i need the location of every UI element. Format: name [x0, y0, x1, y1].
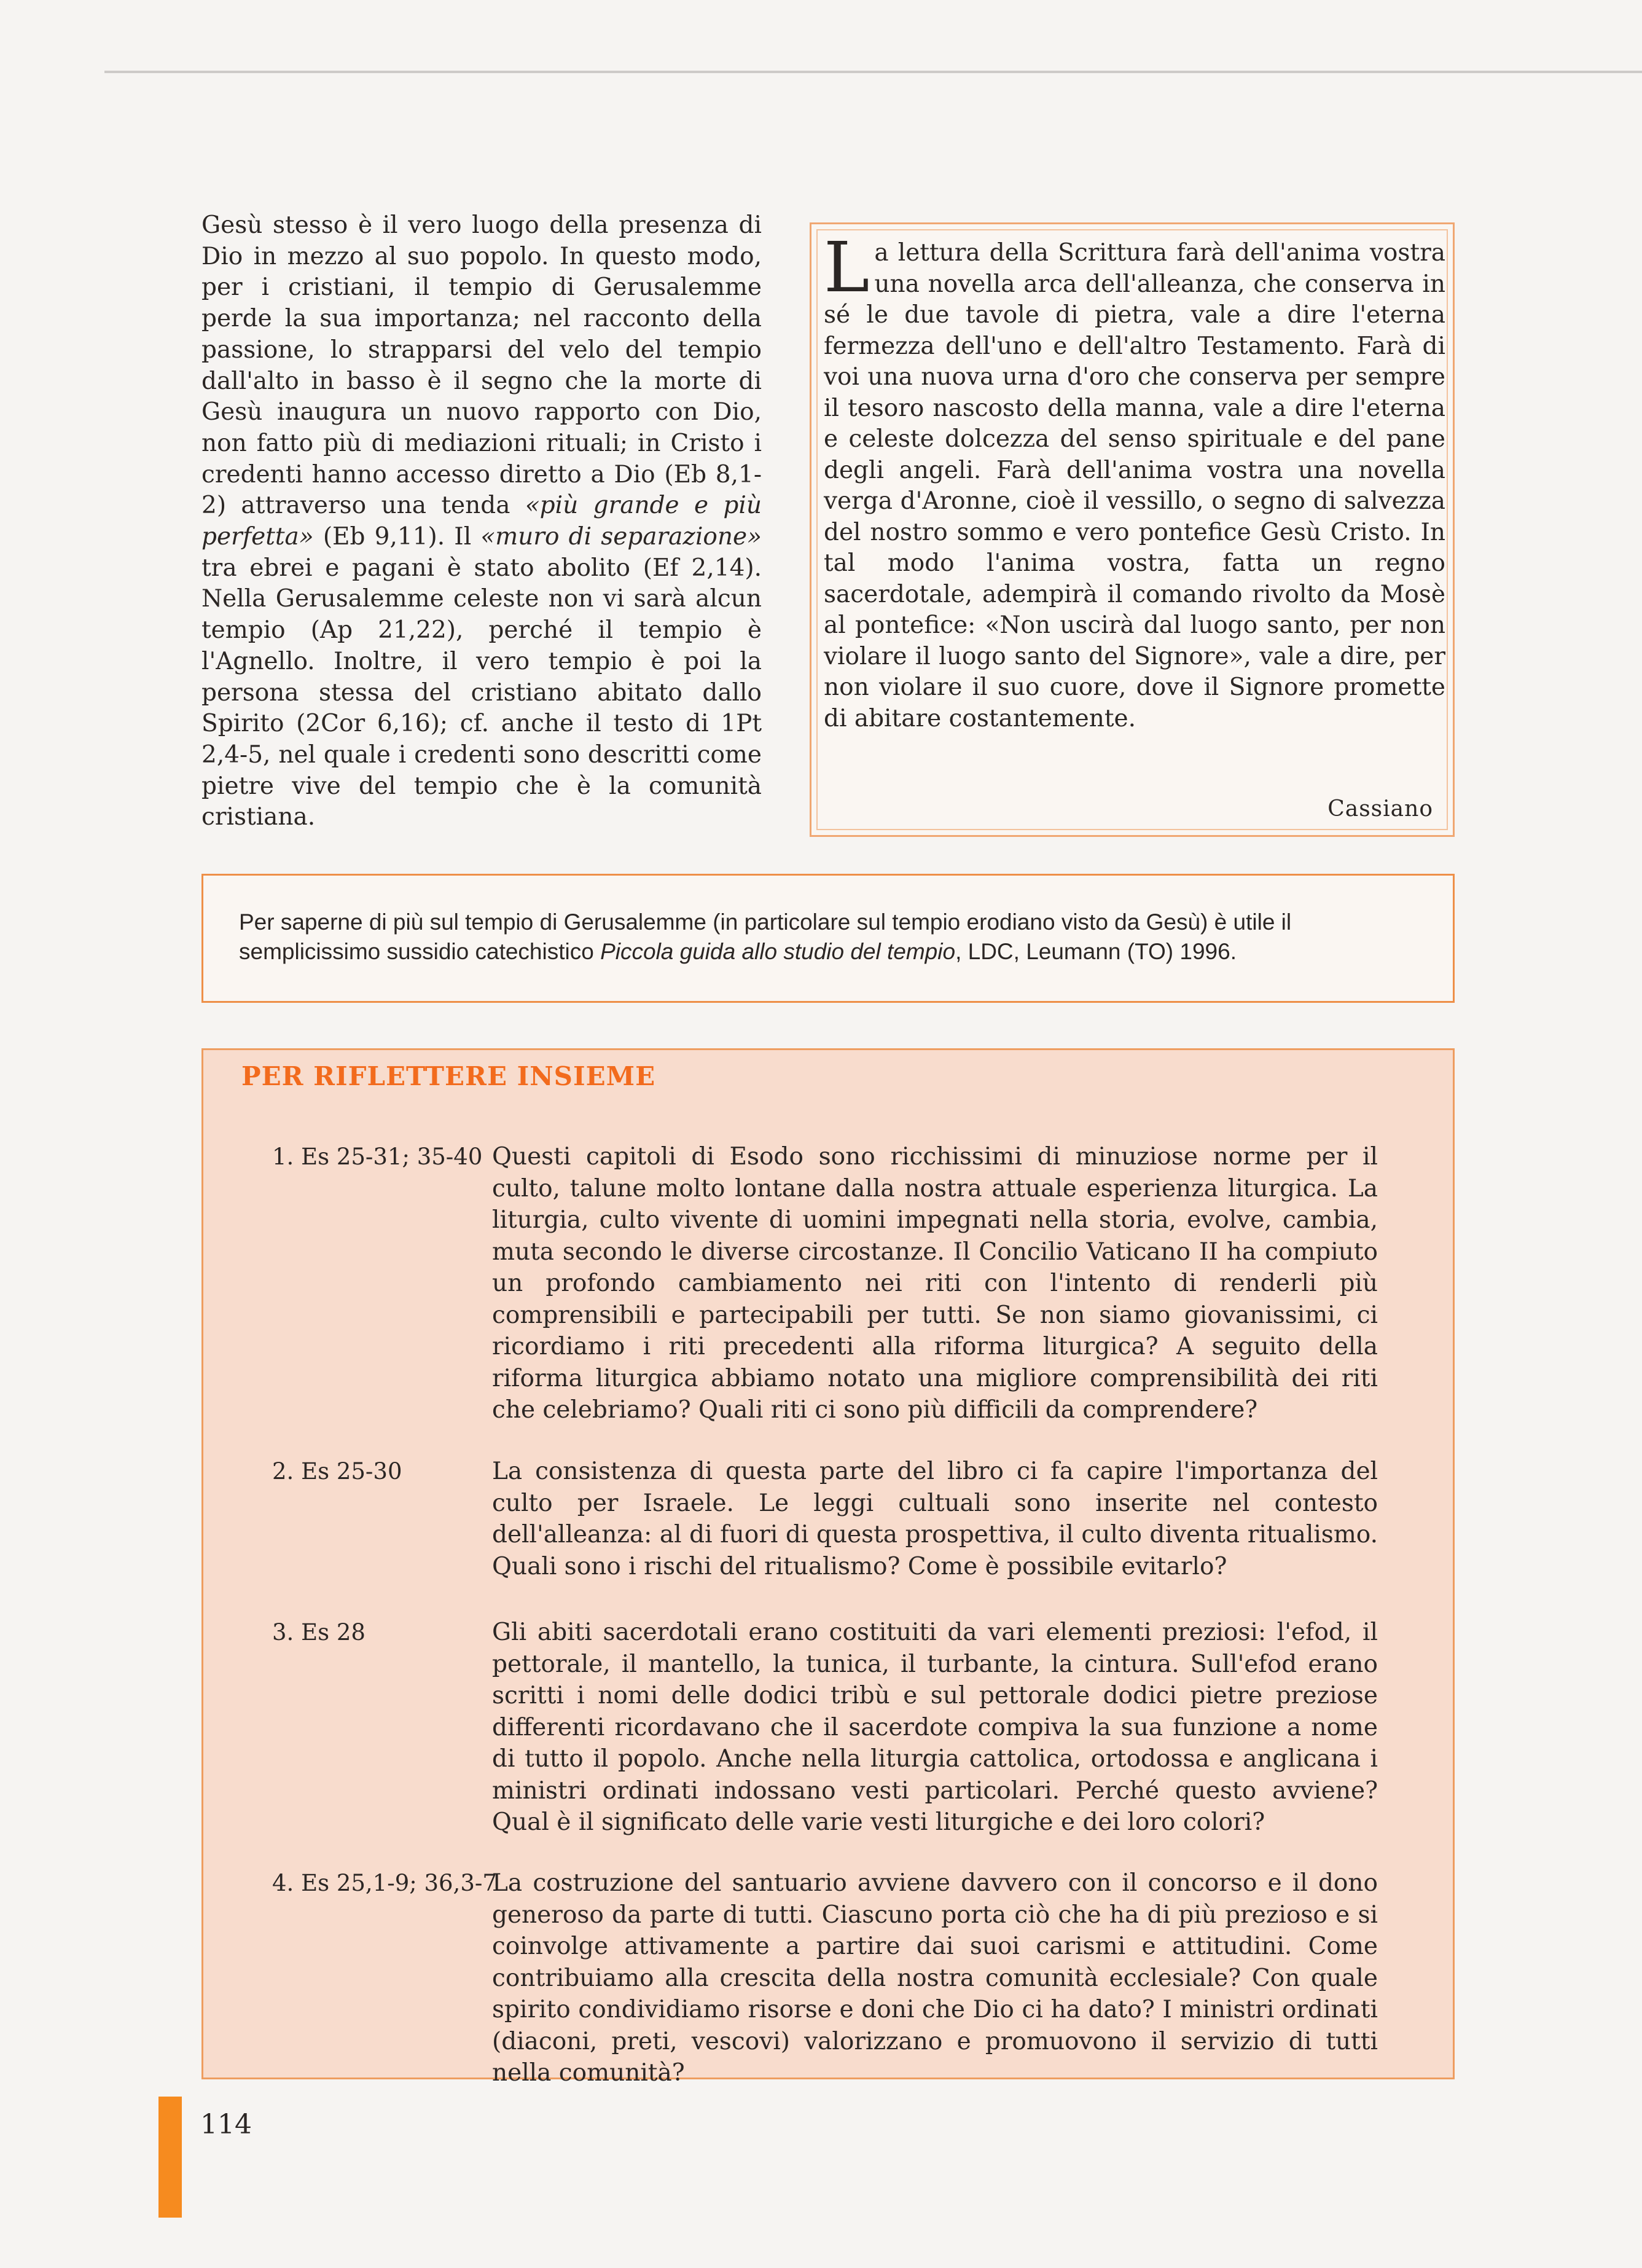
reflection-title: PER RIFLETTERE INSIEME [241, 1061, 656, 1091]
dropcap-letter: L [824, 228, 870, 308]
quote-text: La lettura della Scrittura farà dell'anima vostra una novella arca dell'alleanza, che conserva in sé le due tavole di pietra, vale a dire l'eterna fermezza dell'uno e dell'altro Testamento. Farà di voi una nuova urna d'oro che conserva per sempre il tesoro nascosto della manna, vale a dire l'eterna e celeste dolcezza del senso spirituale e del pane degli angeli. Farà dell'anima vostra una novella verga d'Aronne, cioè il vessillo, o segno di salvezza del nostro sommo e vero pontefice Gesù Cristo. In tal modo l'anima vostra, fatta un regno sacerdotale, adempirà il comando rivolto da Mosè al pontefice: «Non uscirà dal luogo santo, per non violare il luogo santo del Signore», vale a dire, per non violare il suo cuore, dove il Signore promette di abitare costantemente. [824, 228, 1445, 732]
page-top-rule [104, 71, 1642, 73]
left-column-text [201, 210, 762, 833]
reflection-box [201, 1048, 1455, 2087]
page-number: 114 [200, 2109, 252, 2140]
info-box: Per saperne di più sul tempio di Gerusalemme (in particolare sul tempio erodiano visto da Gesù) è utile il semplicissimo sussidio catechistico Piccola guida allo studio del tempio, LDC, Leumann (TO) 1996. [201, 874, 1455, 1003]
item-reference: 1. Es 25-31; 35-40 [272, 1144, 483, 1170]
item-text: La costruzione del santuario avviene davvero con il concorso e il dono generoso da parte di tutti. Ciascuno porta ciò che ha di più prezioso e si coinvolge attivamente a partire dai suoi carismi e attitudini. Come contribuiamo alla crescita della nostra comunità ecclesiale? Con quale spirito condividiamo risorse e doni che Dio ci ha dato? I ministri ordinati (diaconi, preti, vescovi) valorizzano e promuovono il servizio di tutti nella comunità? [492, 1869, 1378, 2087]
item-text: Gli abiti sacerdotali erano costituiti da vari elementi preziosi: l'efod, il pettorale, il mantello, la tunica, il turbante, la cintura. Sull'efod erano scritti i nomi delle dodici tribù e sul pettorale dodici pietre preziose differenti ricordavano che il sacerdote compiva la sua funzione a nome di tutto il popolo. Anche nella liturgia cattolica, ortodossa e anglicana i ministri ordinati indossano vesti particolari. Perché questo avviene? Qual è il significato delle varie vesti liturgiche e dei loro colori? [492, 1619, 1378, 1836]
item-text: La consistenza di questa parte del libro ci fa capire l'importanza del culto per Israele. Le leggi cultuali sono inserite nel contesto dell'alleanza: al di fuori di questa prospettiva, il culto diventa ritualismo. Quali sono i rischi del ritualismo? Come è possibile evitarlo? [492, 1458, 1378, 1580]
item-reference: 4. Es 25,1-9; 36,3-7 [272, 1870, 497, 1896]
item-reference: 3. Es 28 [272, 1619, 366, 1646]
quote-author: Cassiano [1327, 796, 1433, 822]
book-title: Piccola guida allo studio del tempio [600, 939, 956, 964]
page-edge-tab [158, 2097, 182, 2218]
cassiano-quote-box [810, 222, 1455, 837]
item-text: Questi capitoli di Esodo sono ricchissimi di minuziose norme per il culto, talune molto lontane dalla nostra attuale esperienza liturgica. La liturgia, culto vivente di uomini impegnati nella storia, evolve, cambia, muta secondo le diverse circostanze. Il Concilio Vaticano II ha compiuto un profondo cambiamento nei riti con l'intento di renderli più comprensibili e partecipabili per tutti. Se non siamo giovanissimi, ci ricordiamo i riti precedenti alla riforma liturgica? A seguito della riforma liturgica abbiamo notato una migliore comprensibilità dei riti che celebriamo? Quali riti ci sono più difficili da comprendere? [492, 1143, 1378, 1424]
left-column-paragraph: Gesù stesso è il vero luogo della presenza di Dio in mezzo al suo popolo. In questo modo, per i cristiani, il tempio di Gerusalemme perde la sua importanza; nel racconto della passione, lo strapparsi del velo del tempio dall'alto in basso è il segno che la morte di Gesù inaugura un nuovo rapporto con Dio, non fatto più di mediazioni rituali; in Cristo i credenti hanno accesso diretto a Dio (Eb 8,1-2) attraverso una tenda «più grande e più perfetta» (Eb 9,11). Il «muro di separazione» tra ebrei e pagani è stato abolito (Ef 2,14). Nella Gerusalemme celeste non vi sarà alcun tempio (Ap 21,22), perché il tempio è l'Agnello. Inoltre, il vero tempio è poi la persona stessa del cristiano abitato dallo Spirito (2Cor 6,16); cf. anche il testo di 1Pt 2,4-5, nel quale i credenti sono descritti come pietre vive del tempio che è la comunità cristiana. [201, 211, 762, 831]
item-reference: 2. Es 25-30 [272, 1458, 402, 1485]
